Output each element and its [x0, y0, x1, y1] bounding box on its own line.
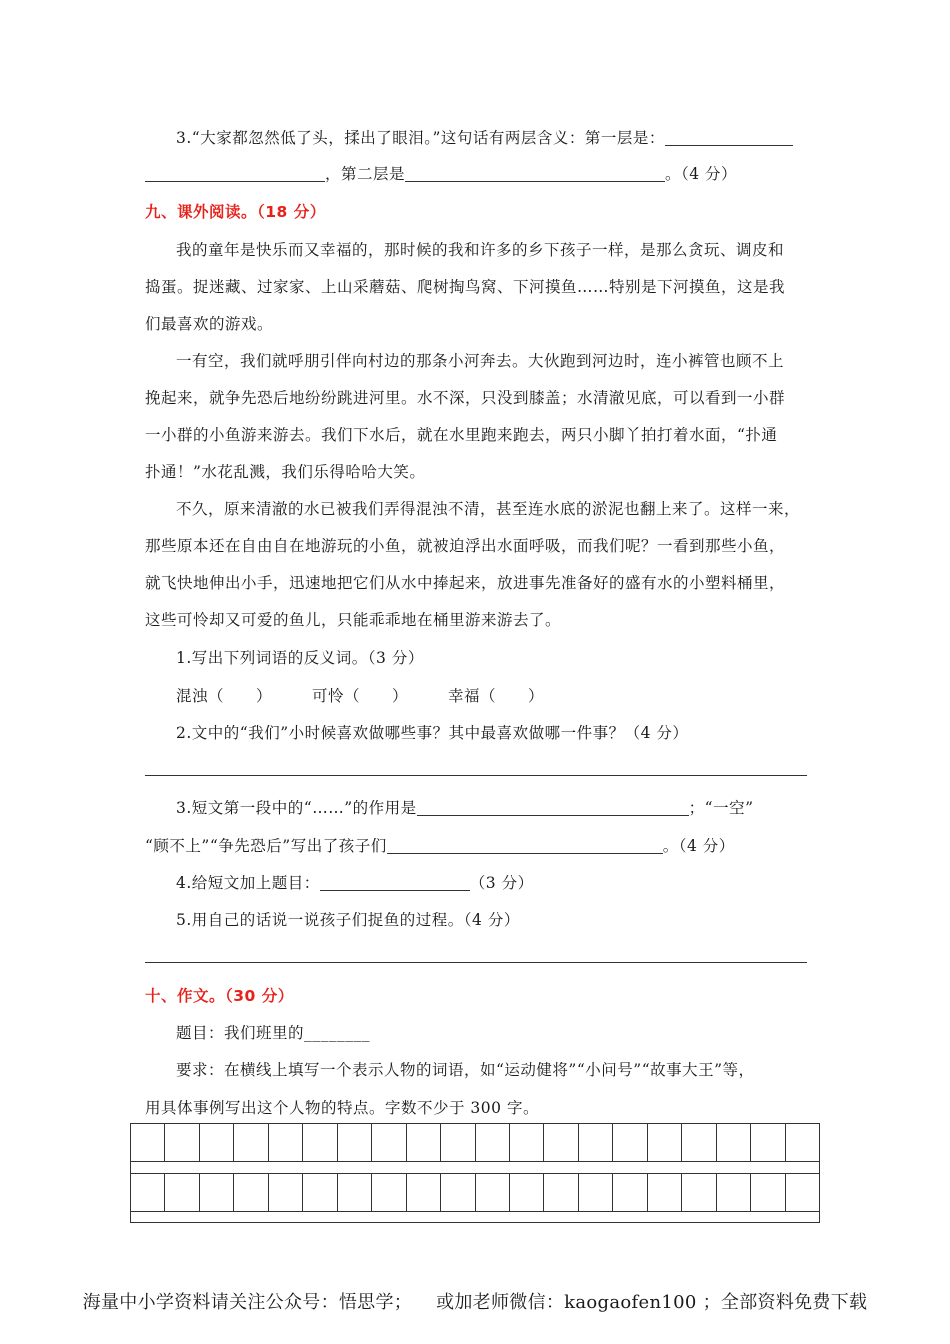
question-4: 4.给短文加上题目： （3 分）	[176, 874, 534, 892]
passage-line: 一有空，我们就呼朋引伴向村边的那条小河奔去。大伙跑到河边时，连小裤管也顾不上	[176, 352, 785, 370]
passage-line: 就飞快地伸出小手，迅速地把它们从水中捧起来，放进事先准备好的盛有水的小塑料桶里，	[145, 574, 786, 592]
q8-3-line2: ，第二层是 。（4 分）	[145, 162, 810, 184]
antonym-item[interactable]: 幸福（ ）	[448, 687, 545, 705]
antonym-row	[176, 684, 810, 706]
antonym-item[interactable]: 混浊（ ）	[176, 687, 273, 705]
q8-3-text: 3.“大家都忽然低了头，揉出了眼泪。”这句话有两层含义：第一层是：	[176, 129, 665, 147]
antonym-item[interactable]: 可怜（ ）	[312, 687, 409, 705]
footer-notice: 海量中小学资料请关注公众号：悟思学； 或加老师微信：kaogaofen100 ；全部资料免费下载	[82, 1292, 868, 1313]
answer-blank[interactable]	[387, 837, 663, 854]
passage-line: 我的童年是快乐而又幸福的，那时候的我和许多的乡下孩子一样，是那么贪玩、调皮和	[176, 241, 785, 259]
passage-line: 们最喜欢的游戏。	[145, 315, 274, 333]
writing-grid-row[interactable]	[130, 1123, 820, 1162]
passage-line: 挽起来，就争先恐后地纷纷跳进河里。水不深，只没到膝盖；水清澈见底，可以看到一小群	[145, 389, 786, 407]
answer-line[interactable]	[145, 775, 807, 776]
question-1: 1.写出下列词语的反义词。（3 分）	[176, 649, 424, 667]
question-5: 5.用自己的话说一说孩子们捉鱼的过程。（4 分）	[176, 911, 520, 929]
title-blank[interactable]	[320, 874, 470, 891]
writing-grid-spacer	[130, 1211, 820, 1223]
answer-blank[interactable]	[417, 799, 689, 816]
essay-requirement: 用具体事例写出这个人物的特点。字数不少于 300 字。	[145, 1099, 539, 1117]
answer-line[interactable]	[145, 962, 807, 963]
essay-requirement: 要求：在横线上填写一个表示人物的词语，如“运动健将”“小问号”“故事大王”等，	[176, 1061, 755, 1079]
passage-line: 一小群的小鱼游来游去。我们下水后，就在水里跑来跑去，两只小脚丫拍打着水面，“扑通	[145, 426, 778, 444]
essay-title: 题目：我们班里的________	[176, 1024, 371, 1042]
question-3-line1: 3.短文第一段中的“……”的作用是 ；“一空”	[176, 799, 754, 817]
question-2: 2.文中的“我们”小时候喜欢做哪些事？其中最喜欢做哪一件事？（4 分）	[176, 724, 689, 742]
answer-blank[interactable]	[405, 165, 665, 182]
passage-line: 这些可怜却又可爱的鱼儿，只能乖乖地在桶里游来游去了。	[145, 611, 562, 629]
question-3-line2: “顾不上”“争先恐后”写出了孩子们 。（4 分）	[145, 837, 735, 855]
section-9-heading: 九、课外阅读。（18 分）	[145, 203, 326, 221]
writing-grid-row[interactable]	[130, 1173, 820, 1212]
answer-blank[interactable]	[665, 129, 793, 146]
passage-line: 扑通！”水花乱溅，我们乐得哈哈大笑。	[145, 463, 426, 481]
section-10-heading: 十、作文。（30 分）	[145, 987, 294, 1005]
passage-line: 那些原本还在自由自在地游玩的小鱼，就被迫浮出水面呼吸，而我们呢？一看到那些小鱼，	[145, 537, 786, 555]
answer-blank[interactable]	[145, 165, 325, 182]
passage-line: 捣蛋。捉迷藏、过家家、上山采蘑菇、爬树掏鸟窝、下河摸鱼……特别是下河摸鱼，这是我	[145, 278, 786, 296]
passage-line: 不久，原来清澈的水已被我们弄得混浊不清，甚至连水底的淤泥也翻上来了。这样一来，	[176, 500, 801, 518]
q8-3-line1	[176, 126, 810, 148]
